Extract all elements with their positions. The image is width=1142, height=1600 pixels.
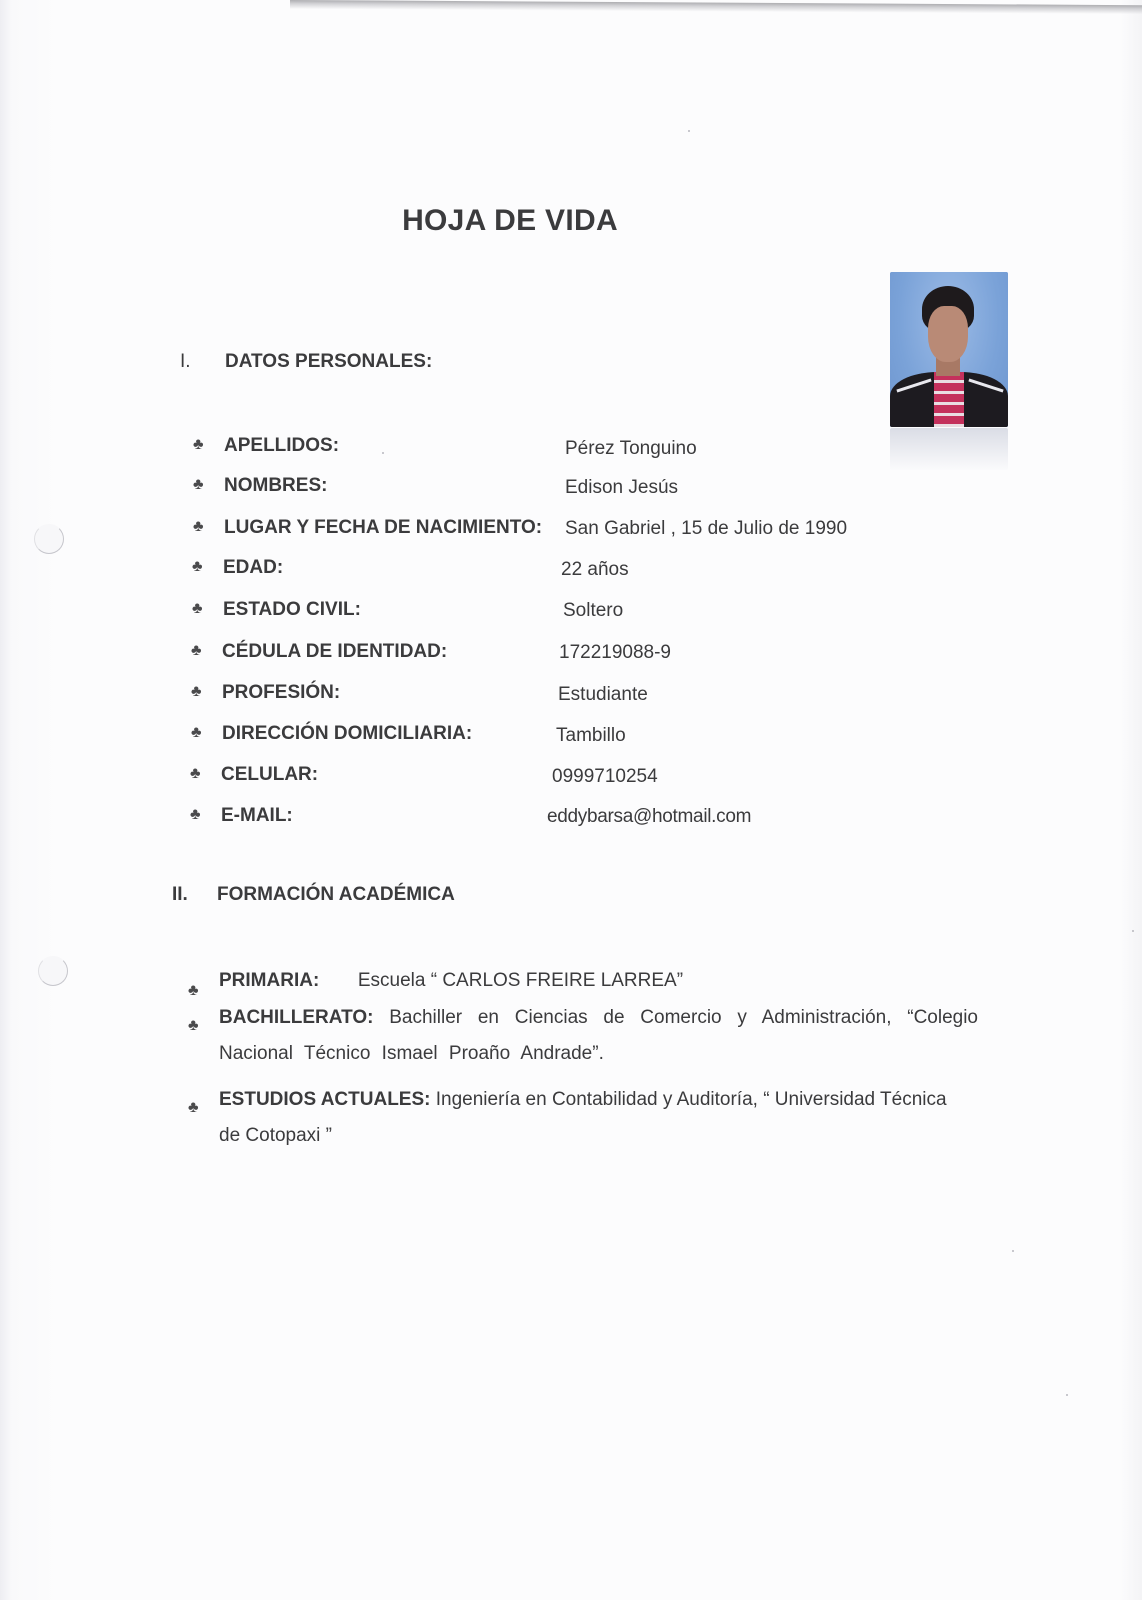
field-value: 22 años [561, 559, 629, 580]
edu-label: ESTUDIOS ACTUALES: [219, 1089, 431, 1110]
section-heading-formacion-academica [172, 884, 455, 906]
field-label: PROFESIÓN: [222, 682, 341, 703]
scan-speck [1132, 930, 1134, 932]
document-title: HOJA DE VIDA [402, 204, 618, 237]
field-label: APELLIDOS: [224, 435, 340, 456]
section-title: FORMACIÓN ACADÉMICA [217, 884, 455, 905]
field-label: DIRECCIÓN DOMICILIARIA: [222, 723, 473, 744]
field-value: San Gabriel , 15 de Julio de 1990 [565, 518, 848, 539]
scan-speck [382, 452, 384, 454]
field-value: Edison Jesús [565, 477, 679, 498]
edu-value: Ingeniería en Contabilidad y Auditoría, “ Universidad Técnica de Cotopaxi ” [219, 1089, 947, 1146]
field-label: CÉDULA DE IDENTIDAD: [222, 641, 448, 662]
field-label: CELULAR: [221, 764, 319, 785]
field-label: NOMBRES: [224, 475, 328, 496]
field-value: 172219088-9 [559, 642, 671, 663]
club-bullet-icon: ♣ [193, 436, 204, 453]
field-value: Pérez Tonguino [565, 438, 697, 459]
club-bullet-icon: ♣ [191, 683, 202, 700]
edu-label: PRIMARIA: [219, 970, 320, 991]
photo-reflection [890, 428, 1008, 470]
section-title: DATOS PERSONALES: [225, 351, 433, 372]
punch-hole-bottom [38, 956, 68, 986]
club-bullet-icon: ♣ [193, 476, 204, 493]
field-value: Tambillo [556, 725, 626, 746]
edu-value: Escuela “ CARLOS FREIRE LARREA” [357, 970, 684, 991]
section-number: I. [180, 351, 191, 372]
edu-value: Bachiller en Ciencias de Comercio y Administración, “Colegio Nacional Técnico Ismael Proaño Andrade”. [219, 1007, 979, 1064]
club-bullet-icon: ♣ [190, 806, 201, 823]
edu-label: BACHILLERATO: [219, 1007, 374, 1028]
club-bullet-icon: ♣ [188, 1099, 199, 1116]
field-label: ESTADO CIVIL: [223, 599, 361, 620]
field-label: EDAD: [223, 557, 284, 578]
club-bullet-icon: ♣ [192, 558, 203, 575]
club-bullet-icon: ♣ [191, 724, 202, 741]
section-number: II. [172, 884, 188, 905]
club-bullet-icon: ♣ [193, 518, 204, 535]
club-bullet-icon: ♣ [192, 600, 203, 617]
club-bullet-icon: ♣ [188, 982, 199, 999]
field-label: E-MAIL: [221, 805, 293, 826]
field-value: 0999710254 [552, 766, 658, 787]
punch-hole-top [34, 524, 64, 554]
scan-speck [688, 130, 690, 132]
club-bullet-icon: ♣ [190, 765, 201, 782]
field-value: Soltero [563, 600, 624, 621]
field-label: LUGAR Y FECHA DE NACIMIENTO: [224, 517, 543, 538]
email-link[interactable]: eddybarsa@hotmail.com [547, 806, 752, 827]
edu-item-estudios-actuales [188, 1089, 988, 1164]
club-bullet-icon: ♣ [188, 1017, 199, 1034]
scan-speck [1066, 1394, 1068, 1396]
person-portrait-photo [890, 272, 1008, 427]
field-value: Estudiante [558, 684, 648, 705]
scan-speck [1012, 1250, 1014, 1252]
scan-edge-shadow [290, 0, 1142, 14]
section-heading-datos-personales [180, 351, 432, 373]
club-bullet-icon: ♣ [191, 642, 202, 659]
edu-item-bachillerato [188, 1007, 979, 1082]
